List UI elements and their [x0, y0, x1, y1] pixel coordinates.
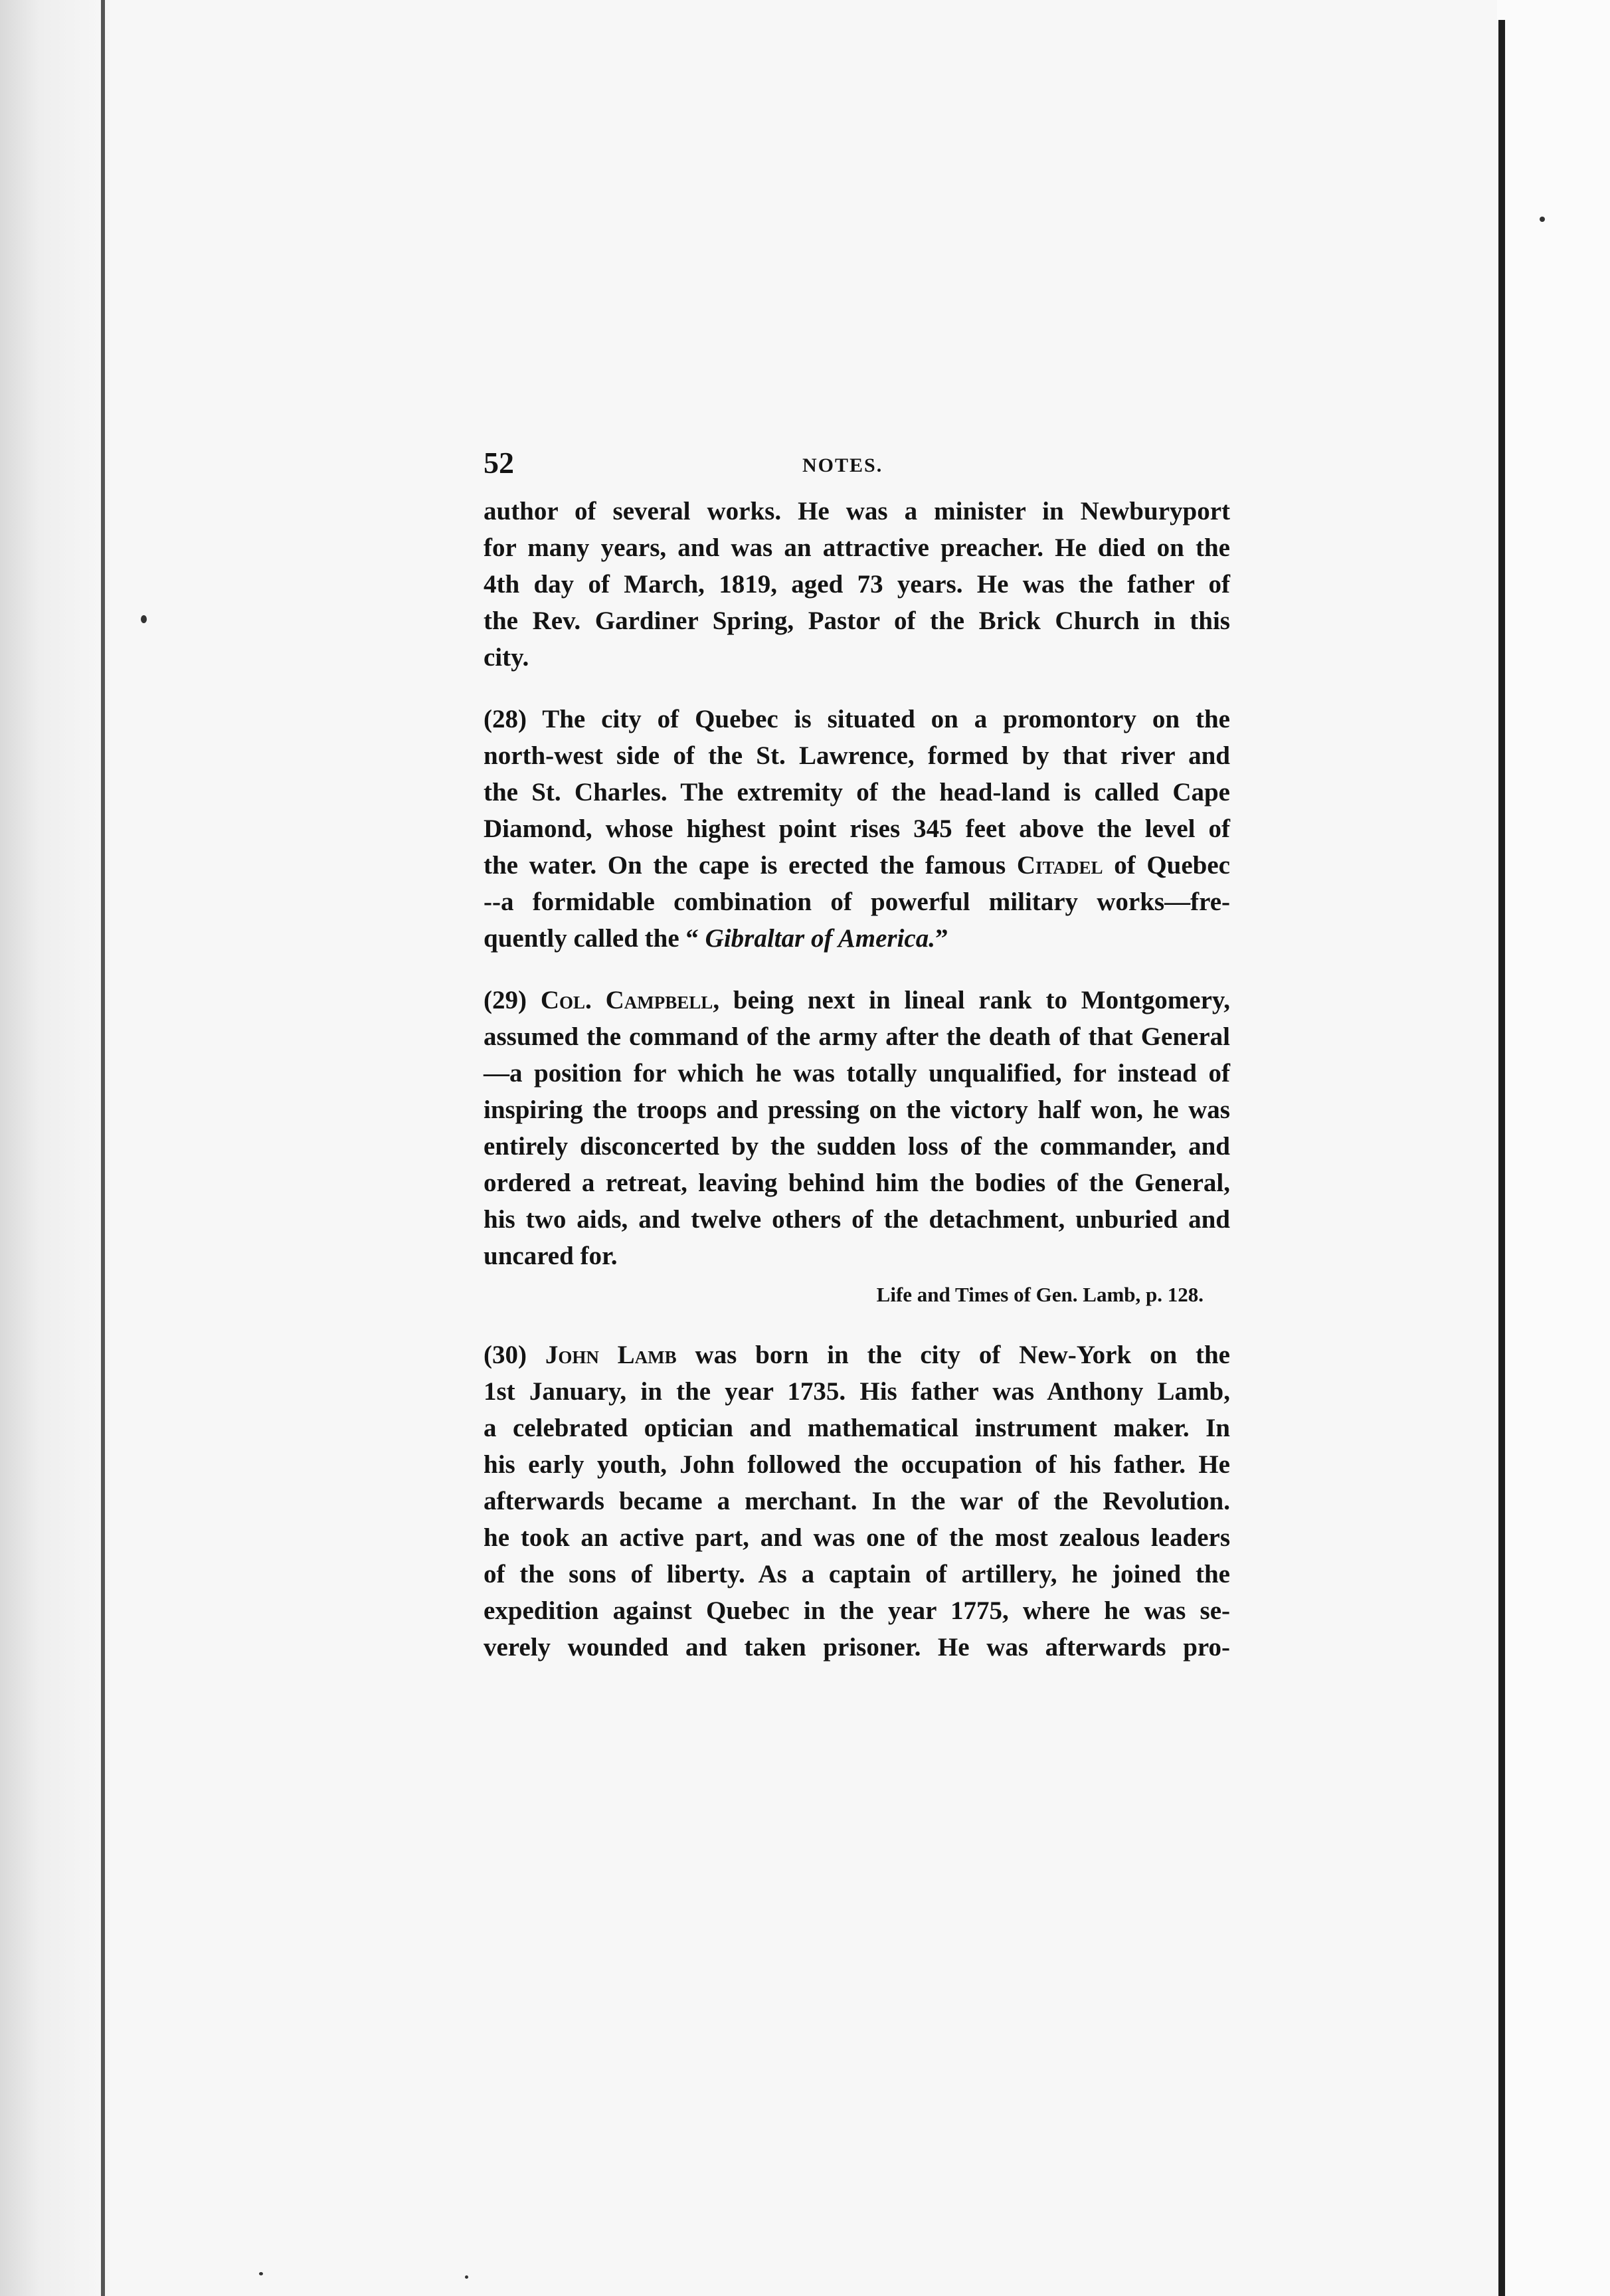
text-line: (28) The city of Quebec is situated on a promontory on the	[484, 705, 1230, 733]
text-line: --a formidable combination of powerful military works—fre-	[484, 888, 1230, 916]
text-line	[484, 847, 1230, 884]
running-head	[484, 445, 1230, 485]
text-line: his two aids, and twelve others of the detachment, unburied and	[484, 1205, 1230, 1234]
text-line: entirely disconcerted by the sudden loss of the commander, and	[484, 1132, 1230, 1161]
page-edge-rule	[1498, 20, 1505, 2296]
text-line: assumed the command of the army after the death of that General	[484, 1022, 1230, 1051]
note-30	[484, 1337, 1230, 1666]
gutter-rule	[101, 0, 105, 2296]
note-29	[484, 982, 1230, 1274]
text-run: ”	[935, 924, 948, 953]
text-line: for many years, and was an attractive preacher. He died on the	[484, 533, 1230, 562]
text-line: he took an active part, and was one of the most zealous leaders	[484, 1523, 1230, 1552]
text-line: the Rev. Gardiner Spring, Pastor of the Brick Church in this	[484, 607, 1230, 635]
text-run: (29)	[484, 986, 541, 1014]
facing-page-edge	[1497, 0, 1610, 2296]
text-line: a celebrated optician and mathematical instrument maker. In	[484, 1414, 1230, 1442]
citation: Life and Times of Gen. Lamb, p. 128.	[876, 1283, 1204, 1306]
continuation-paragraph	[484, 493, 1230, 676]
text-run: (30)	[484, 1341, 545, 1369]
text-line: uncared for.	[484, 1242, 618, 1270]
text-line: afterwards became a merchant. In the war of the Revolution.	[484, 1487, 1230, 1515]
text-line: his early youth, John followed the occupation of his father. He	[484, 1450, 1230, 1479]
text-line: verely wounded and taken prisoner. He was afterwards pro-	[484, 1633, 1230, 1662]
text-line: the St. Charles. The extremity of the head-land is called Cape	[484, 778, 1230, 807]
text-line: city.	[484, 643, 529, 672]
text-line	[484, 1337, 1230, 1373]
text-run: was born in the city of New-York on the	[676, 1341, 1230, 1369]
text-line: 1st January, in the year 1735. His father was Anthony Lamb,	[484, 1377, 1230, 1406]
italic-phrase: Gibraltar of America.	[705, 924, 935, 953]
book-gutter	[0, 0, 113, 2296]
text-line: inspiring the troops and pressing on the victory half won, he was	[484, 1096, 1230, 1124]
text-line: —a position for which he was totally unqualified, for instead of	[484, 1059, 1230, 1088]
text-line: author of several works. He was a minister in Newburyport	[484, 497, 1230, 526]
text-run: , being next in lineal rank to Montgomery,	[713, 986, 1230, 1014]
text-line: 4th day of March, 1819, aged 73 years. He was the father of	[484, 570, 1230, 599]
text-line: expedition against Quebec in the year 1775, where he was se-	[484, 1596, 1230, 1625]
small-caps-term: Citadel	[1016, 851, 1103, 880]
running-title: NOTES.	[802, 454, 883, 476]
note-28	[484, 701, 1230, 957]
book-page	[484, 445, 1230, 1666]
text-run: of Quebec	[1103, 851, 1230, 880]
page-number: 52	[484, 446, 514, 480]
small-caps-name: Col. Campbell	[540, 986, 713, 1014]
text-line	[484, 920, 1230, 957]
text-line	[484, 982, 1230, 1018]
text-run: the water. On the cape is erected the famous	[484, 851, 1017, 880]
text-line: north-west side of the St. Lawrence, formed by that river and	[484, 741, 1230, 770]
text-run: quently called the “	[484, 924, 705, 953]
small-caps-name: John Lamb	[545, 1341, 677, 1369]
text-line: of the sons of liberty. As a captain of artillery, he joined the	[484, 1560, 1230, 1588]
text-line: ordered a retreat, leaving behind him the bodies of the General,	[484, 1169, 1230, 1197]
text-line: Diamond, whose highest point rises 345 feet above the level of	[484, 814, 1230, 843]
